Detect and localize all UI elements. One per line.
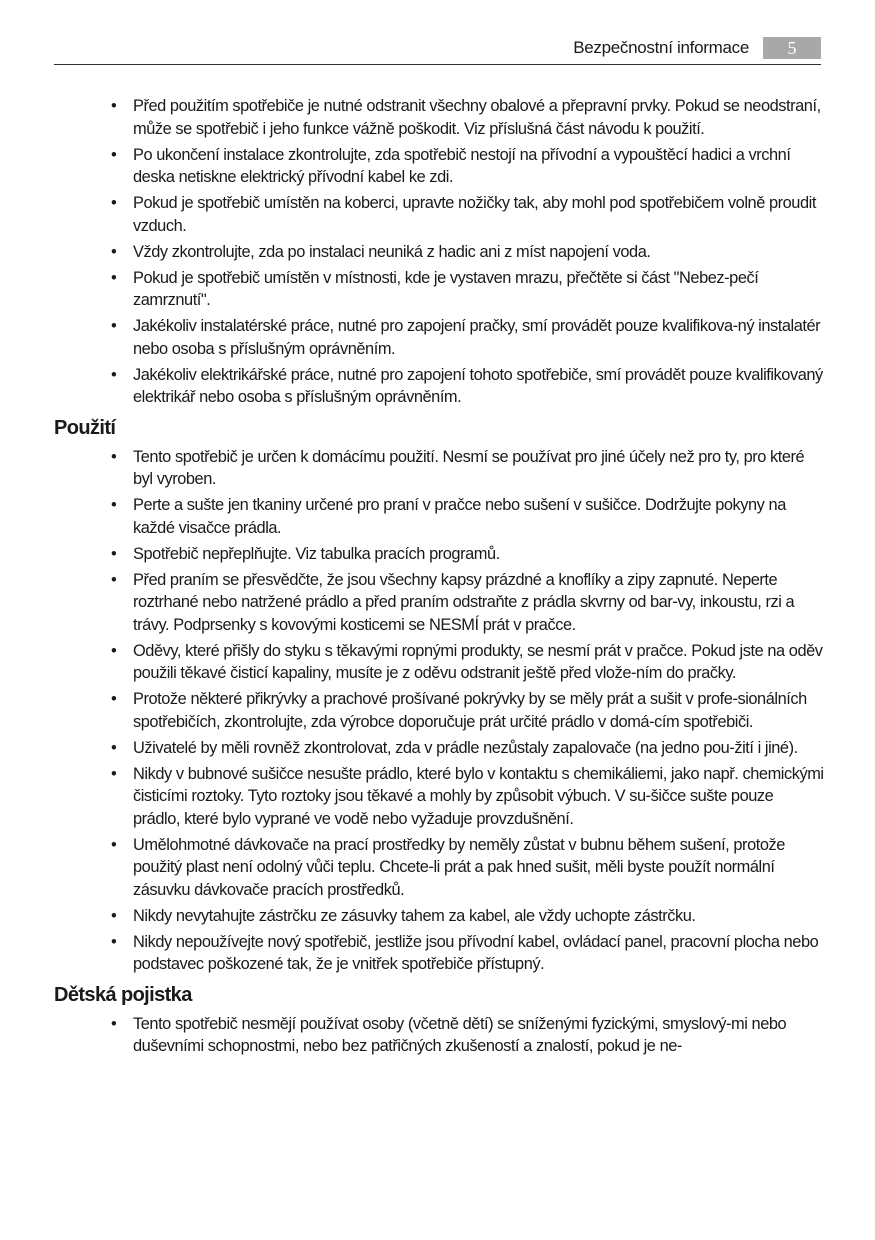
bullet: • bbox=[111, 317, 117, 335]
list-item: • Před praním se přesvědčte, že jsou všechny kapsy prázdné a knoflíky a zipy zapnuté. Neperte roztrhané nebo natržené prádlo a před praním odstraňte z prádla skvrny od bar-vy, inkoustu, rzi a trávy. Podprsenky s kovovými kosticemi se NESMÍ prát v pračce. bbox=[111, 570, 795, 634]
bullet: • bbox=[111, 365, 117, 384]
bullet: • bbox=[111, 641, 117, 660]
list-item: • Pokud je spotřebič umístěn v místnosti, kde je vystaven mrazu, přečtěte si část "Nebez-pečí zamrznutí". bbox=[111, 268, 759, 309]
section-heading-use: Použití bbox=[54, 416, 116, 439]
document-body bbox=[54, 95, 824, 1061]
bullet: • bbox=[111, 1014, 117, 1033]
bullet: • bbox=[111, 544, 117, 563]
bullet: • bbox=[111, 194, 117, 212]
use-list bbox=[54, 446, 824, 976]
list-item: • Tento spotřebič je určen k domácímu použití. Nesmí se používat pro jiné účely než pro ty, pro které byl vyroben. bbox=[111, 447, 805, 488]
list-item: • Jakékoliv instalatérské práce, nutné pro zapojení pračky, smí provádět pouze kvalifikova-ný instalatér nebo osoba s příslušným oprávněním. bbox=[111, 317, 821, 358]
bullet: • bbox=[111, 145, 117, 164]
bullet: • bbox=[111, 764, 117, 783]
list-item: • Umělohmotné dávkovače na prací prostředky by neměly zůstat v bubnu během sušení, protože použitý plast není odolný vůči teplu. Chcete-li prát a pak hned sušit, měli byste použít normální zásuvku dávkovače pracích prostředků. bbox=[111, 835, 785, 899]
list-item: • Spotřebič nepřeplňujte. Viz tabulka pracích programů. bbox=[133, 543, 824, 566]
bullet: • bbox=[111, 906, 117, 925]
list-item: • Protože některé přikrývky a prachové prošívané pokrývky by se měly prát a sušit v profe-sionálních spotřebičích, zkontrolujte, zda výrobce doporučuje prát určité prádlo v domá-cím spotřebiči. bbox=[111, 690, 807, 731]
bullet: • bbox=[111, 447, 117, 466]
list-item: • Oděvy, které přišly do styku s těkavými ropnými produkty, se nesmí prát v pračce. Pokud jste na oděv použili těkavé čisticí kapaliny, musíte je z oděvu odstranit ještě před vlože-ním do pračky. bbox=[111, 641, 823, 682]
list-item: • Perte a sušte jen tkaniny určené pro praní v pračce nebo sušení v sušičce. Dodržujte pokyny na každé visačce prádla. bbox=[111, 496, 786, 537]
bullet: • bbox=[111, 97, 117, 115]
bullet: • bbox=[111, 690, 117, 708]
list-item: • Nikdy nepoužívejte nový spotřebič, jestliže jsou přívodní kabel, ovládací panel, pracovní plocha nebo podstavec poškozené tak, že je vnitřek spotřebiče přístupný. bbox=[111, 932, 819, 973]
page-number: 5 bbox=[763, 37, 821, 59]
section-title: Bezpečnostní informace bbox=[573, 38, 749, 57]
list-item: • Pokud je spotřebič umístěn na koberci, upravte nožičky tak, aby mohl pod spotřebičem volně proudit vzduch. bbox=[111, 194, 816, 235]
list-item: • Po ukončení instalace zkontrolujte, zda spotřebič nestojí na přívodní a vypouštěcí hadici a vrchní deska netiskne elektrický přívodní kabel ke zdi. bbox=[111, 145, 791, 186]
list-item: • Jakékoliv elektrikářské práce, nutné pro zapojení tohoto spotřebiče, smí provádět pouze kvalifikovaný elektrikář nebo osoba s příslušným oprávněním. bbox=[111, 365, 823, 406]
list-item: • Před použitím spotřebiče je nutné odstranit všechny obalové a přepravní prvky. Pokud se neodstraní, může se spotřebič i jeho funkce vážně poškodit. Viz příslušná část návodu k použití. bbox=[111, 97, 821, 138]
page-header bbox=[54, 36, 821, 65]
bullet: • bbox=[111, 268, 117, 287]
bullet: • bbox=[111, 242, 117, 261]
list-item: • Nikdy nevytahujte zástrčku ze zásuvky tahem za kabel, ale vždy uchopte zástrčku. bbox=[133, 905, 824, 928]
list-item: • Tento spotřebič nesmějí používat osoby (včetně dětí) se sníženými fyzickými, smyslový-mi nebo duševními schopnostmi, nebo bez patřičných zkušeností a znalostí, pokud je ne- bbox=[111, 1014, 787, 1055]
installation-list bbox=[54, 95, 824, 409]
child-lock-list bbox=[54, 1013, 824, 1058]
bullet: • bbox=[111, 570, 117, 589]
bullet: • bbox=[111, 496, 117, 514]
bullet: • bbox=[111, 738, 117, 757]
bullet: • bbox=[111, 932, 117, 951]
section-heading-child-lock: Dětská pojistka bbox=[54, 983, 192, 1006]
list-item: • Vždy zkontrolujte, zda po instalaci neuniká z hadic ani z míst napojení voda. bbox=[133, 241, 824, 264]
list-item: • Uživatelé by měli rovněž zkontrolovat, zda v prádle nezůstaly zapalovače (na jedno pou-žití i jiné). bbox=[133, 737, 824, 760]
bullet: • bbox=[111, 835, 117, 854]
list-item: • Nikdy v bubnové sušičce nesušte prádlo, které bylo v kontaktu s chemikáliemi, jako např. chemickými čisticími roztoky. Tyto roztoky jsou těkavé a mohly by způsobit výbuch. V su-šičce sušte pouze prádlo, které bylo vyprané ve vodě nebo vyžaduje provzdušnění. bbox=[111, 764, 824, 828]
